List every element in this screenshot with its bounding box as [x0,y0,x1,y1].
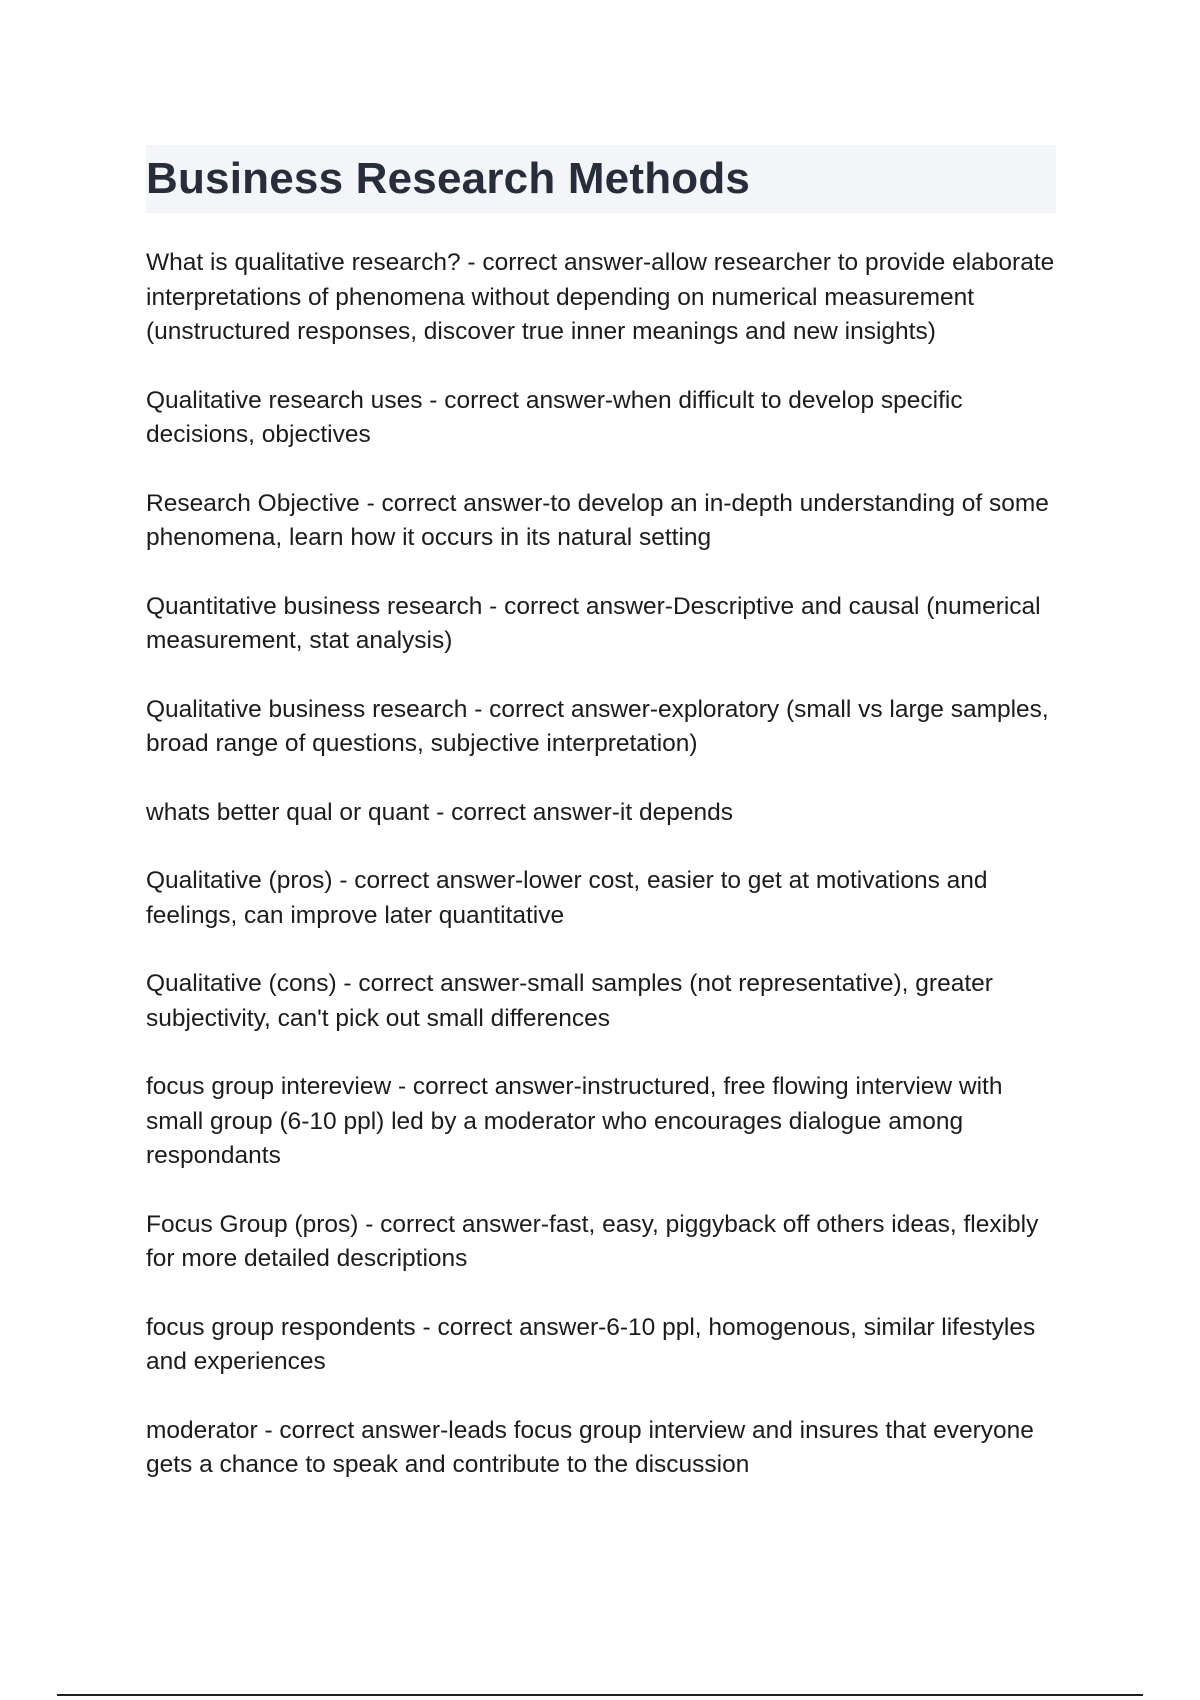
qa-entry: Qualitative research uses - correct answer-when difficult to develop specific decisions, objectives [146,386,963,448]
footer-divider [57,1694,1143,1696]
document-title: Business Research Methods [146,154,751,203]
title-banner [146,145,1056,213]
qa-entry: Qualitative (pros) - correct answer-lower cost, easier to get at motivations and feelings, can improve later quantitative [146,867,988,929]
qa-entry: Focus Group (pros) - correct answer-fast, easy, piggyback off others ideas, flexibly for more detailed descriptions [146,1210,1039,1272]
qa-entry: Research Objective - correct answer-to develop an in-depth understanding of some phenomena, learn how it occurs in its natural setting [146,489,1049,551]
qa-entry: focus group intereview - correct answer-instructured, free flowing interview with small group (6-10 ppl) led by a moderator who encourages dialogue among respondants [146,1073,1003,1169]
qa-entry: focus group respondents - correct answer-6-10 ppl, homogenous, similar lifestyles and experiences [146,1313,1036,1375]
qa-entry: Quantitative business research - correct answer-Descriptive and causal (numerical measurement, stat analysis) [146,592,1041,654]
qa-entry: Qualitative (cons) - correct answer-small samples (not representative), greater subjectivity, can't pick out small differences [146,970,993,1032]
qa-entry-list [146,246,1066,1517]
qa-entry: whats better qual or quant - correct answer-it depends [146,798,733,826]
qa-entry: moderator - correct answer-leads focus group interview and insures that everyone gets a chance to speak and contribute to the discussion [146,1416,1034,1478]
qa-entry: What is qualitative research? - correct answer-allow researcher to provide elaborate interpretations of phenomena without depending on numerical measurement (unstructured responses, discover true inner meanings and new insights) [146,249,1055,345]
qa-entry: Qualitative business research - correct answer-exploratory (small vs large samples, broad range of questions, subjective interpretation) [146,695,1049,757]
